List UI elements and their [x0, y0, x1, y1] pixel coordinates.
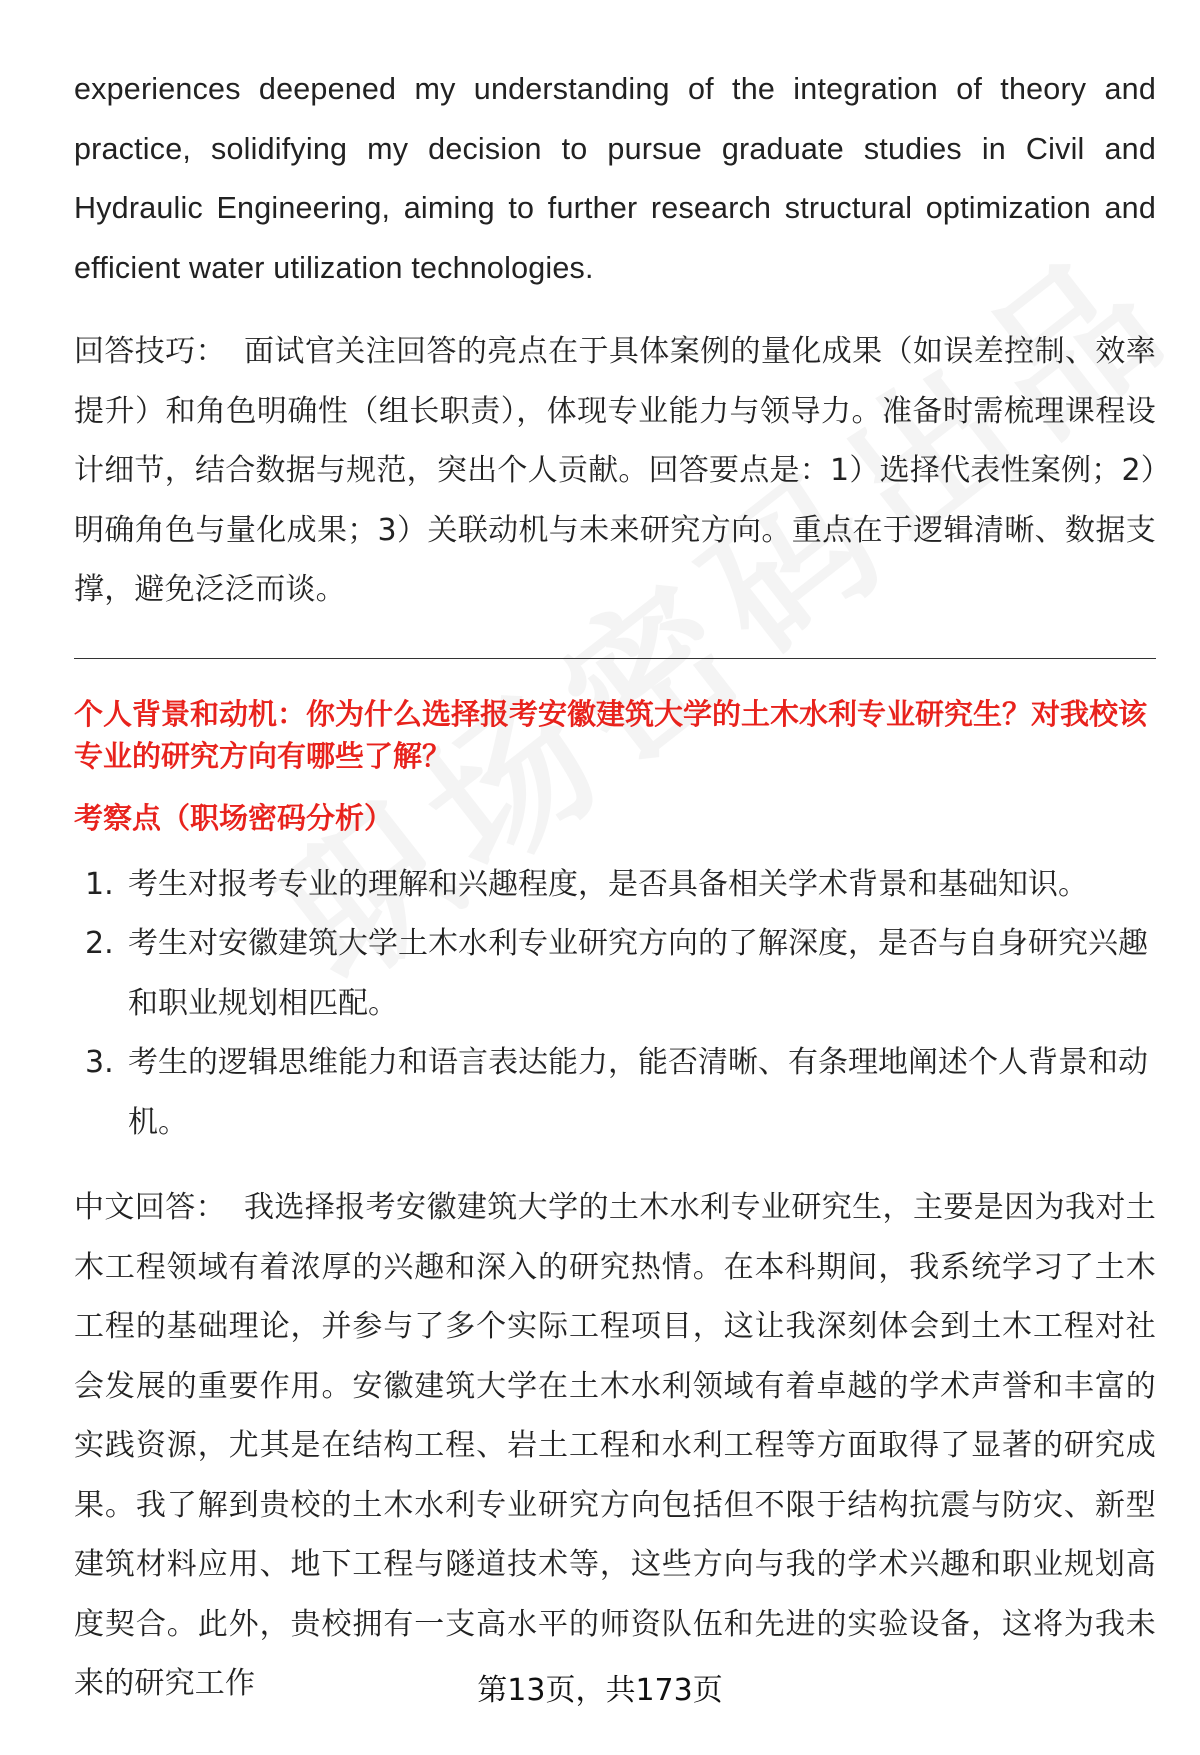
- list-item: [74, 1033, 1156, 1152]
- focus-title: 考察点（职场密码分析）: [74, 800, 394, 835]
- continuation-paragraph: experiences deepened my understanding of the integration of theory and practice, solidifying my decision to pursue graduate studies in Civil and Hydraulic Engineering, aiming to further research structural optimization and efficient water utilization technologies.: [74, 72, 1156, 285]
- answer-label: 中文回答：: [74, 1190, 227, 1225]
- list-item-number: 2.: [85, 926, 114, 961]
- answer-text: 我选择报考安徽建筑大学的土木水利专业研究生，主要是因为我对土木工程领域有着浓厚的兴趣和深入的研究热情。在本科期间，我系统学习了土木工程的基础理论，并参与了多个实际工程项目，这让我深刻体会到土木工程对社会发展的重要作用。安徽建筑大学在土木水利领域有着卓越的学术声誉和丰富的实践资源，尤其是在结构工程、岩土工程和水利工程等方面取得了显著的研究成果。我了解到贵校的土木水利专业研究方向包括但不限于结构抗震与防灾、新型建筑材料应用、地下工程与隧道技术等，这些方向与我的学术兴趣和职业规划高度契合。此外，贵校拥有一支高水平的师资队伍和先进的实验设备，这将为我未来的研究工作: [74, 1190, 1157, 1701]
- list-item: [74, 914, 1156, 1033]
- tips-text: 面试官关注回答的亮点在于具体案例的量化成果（如误差控制、效率提升）和角色明确性（组长职责），体现专业能力与领导力。准备时需梳理课程设计细节，结合数据与规范，突出个人贡献。回答要点是：1）选择代表性案例；2）明确角色与量化成果；3）关联动机与未来研究方向。重点在于逻辑清晰、数据支撑，避免泛泛而谈。: [74, 334, 1157, 607]
- document-page: [74, 60, 1156, 1714]
- list-item-number: 1.: [85, 866, 114, 902]
- list-item-text: 考生对安徽建筑大学土木水利专业研究方向的了解深度，是否与自身研究兴趣和职业规划相匹配。: [128, 926, 1148, 1021]
- focus-points-list: [74, 855, 1156, 1153]
- section-divider: [74, 658, 1156, 659]
- list-item-text: 考生的逻辑思维能力和语言表达能力，能否清晰、有条理地阐述个人背景和动机。: [128, 1045, 1148, 1140]
- list-item: [74, 855, 1156, 915]
- question-heading: 个人背景和动机：你为什么选择报考安徽建筑大学的土木水利专业研究生？对我校该专业的研究方向有哪些了解？: [74, 696, 1148, 773]
- list-item-text: 考生对报考专业的理解和兴趣程度，是否具备相关学术背景和基础知识。: [128, 866, 1088, 902]
- tips-label: 回答技巧：: [74, 334, 227, 369]
- list-item-number: 3.: [85, 1045, 114, 1080]
- answer-paragraph: [74, 1178, 1156, 1714]
- tips-paragraph: [74, 322, 1156, 620]
- page-footer: 第13页，共173页: [477, 1673, 723, 1708]
